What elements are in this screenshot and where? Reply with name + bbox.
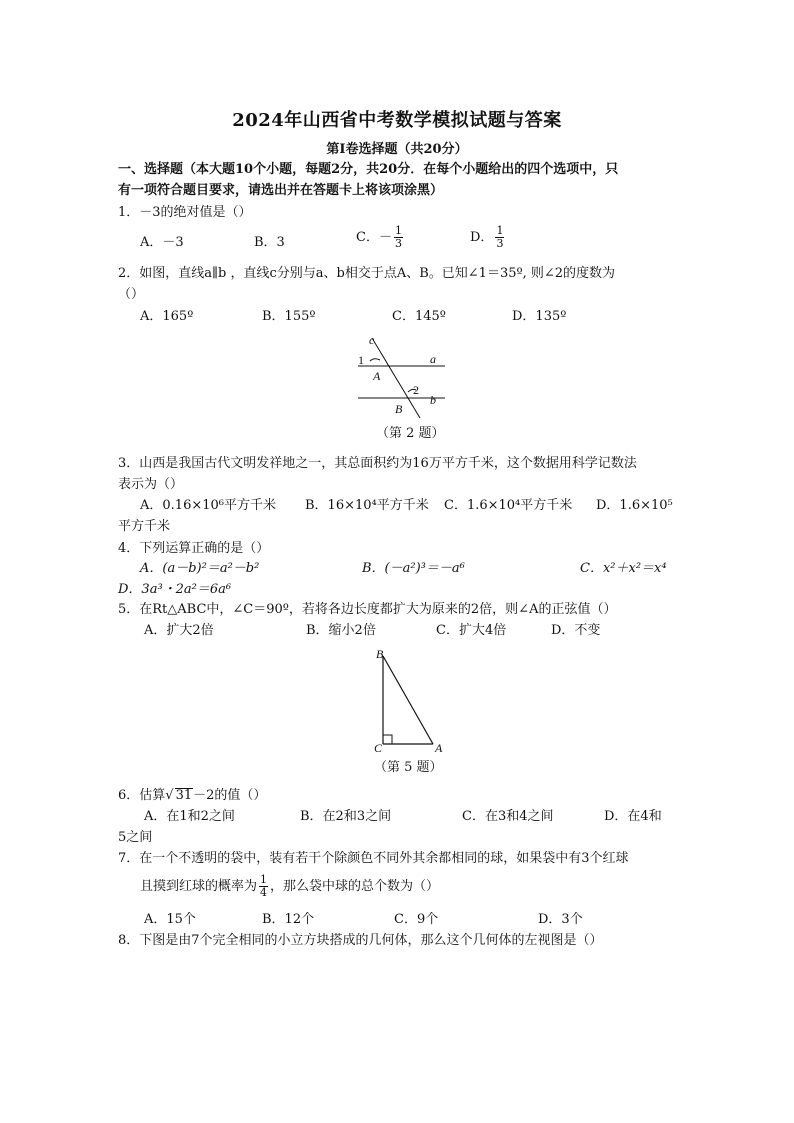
label-2: 2 xyxy=(413,383,419,397)
q2-diagram xyxy=(350,330,450,420)
q7-stem-line-1: 7．在一个不透明的袋中，装有若干个除颜色不同外其余都相同的球，如果袋中有3个红球 xyxy=(118,851,629,866)
angle-1-arc xyxy=(370,359,380,361)
q6-option-a: A．在1和2之间 xyxy=(144,809,235,824)
q8-stem: 8．下图是由7个完全相同的小立方块搭成的几何体，那么这个几何体的左视图是（） xyxy=(118,933,603,948)
q2-option-d: D．135º xyxy=(512,309,567,324)
q4-option-c: C．x²＋x²＝x⁴ xyxy=(580,561,667,576)
q1-stem: 1．－3的绝对值是（） xyxy=(118,205,252,220)
q1-option-d xyxy=(470,225,506,250)
label-B: B xyxy=(376,647,384,661)
part-heading-line-1: 一、选择题（本大题10个小题，每题2分，共20分．在每个小题给出的四个选项中，只 xyxy=(118,162,619,177)
label-B: B xyxy=(395,402,403,416)
q1-option-c-prefix: C．－ xyxy=(356,230,392,245)
q2-option-c: C．145º xyxy=(392,309,446,324)
q3-stem-line-1: 3．山西是我国古代文明发祥地之一，其总面积约为16万平方千米，这个数据用科学记数法 xyxy=(118,456,637,471)
q4-stem: 4．下列运算正确的是（） xyxy=(118,541,270,556)
q2-option-b: B．155º xyxy=(262,309,316,324)
q4-option-d: D．3a³・2a²＝6a⁶ xyxy=(118,582,232,597)
q1-option-a: A．－3 xyxy=(140,235,184,250)
q3-option-b: B．16×10⁴平方千米 xyxy=(305,498,429,513)
q5-diagram xyxy=(370,646,450,756)
page-title: 2024年山西省中考数学模拟试题与答案 xyxy=(232,110,562,131)
label-b: b xyxy=(430,393,436,407)
q2-caption: （第 2 题） xyxy=(376,426,445,441)
label-c: c xyxy=(369,333,375,347)
q6-option-d: D．在4和 xyxy=(604,809,662,824)
q7-stem-suffix: ，那么袋中球的总个数为（） xyxy=(270,879,440,894)
q2-stem-line-2: （） xyxy=(118,287,145,302)
label-C: C xyxy=(374,741,383,755)
q6-radicand: 31 xyxy=(175,788,193,803)
label-a: a xyxy=(430,352,436,366)
q6-option-c: C．在3和4之间 xyxy=(462,809,554,824)
q7-probability-fraction: $\frac{1}{4}$ xyxy=(260,873,268,899)
section-heading: 第Ⅰ卷选择题（共20分） xyxy=(326,142,468,157)
q3-option-d-continued: 平方千米 xyxy=(118,519,171,534)
q5-option-c: C．扩大4倍 xyxy=(436,623,507,638)
q3-option-a: A．0.16×10⁶平方千米 xyxy=(140,498,276,513)
q5-option-a: A．扩大2倍 xyxy=(144,623,214,638)
right-angle-mark xyxy=(383,735,392,744)
q5-stem: 5．在Rt△ABC中，∠C＝90º，若将各边长度都扩大为原来的2倍，则∠A的正弦值（） xyxy=(118,602,617,617)
q6-stem: 6．估算√ 31－2的值（） xyxy=(118,788,267,803)
q6-option-d-continued: 5之间 xyxy=(118,830,153,845)
q1-option-d-fraction: $\frac{1}{3}$ xyxy=(496,224,504,250)
q6-option-b: B．在2和3之间 xyxy=(300,809,392,824)
q7-option-d: D．3个 xyxy=(538,912,583,927)
q7-option-c: C．9个 xyxy=(394,912,439,927)
q4-option-a: A．(a－b)²＝a²－b² xyxy=(140,561,260,576)
q1-option-c-fraction: $\frac{1}{3}$ xyxy=(394,224,402,250)
q5-option-d: D．不变 xyxy=(551,623,601,638)
q6-stem-prefix: 6．估算 xyxy=(118,788,166,803)
label-A: A xyxy=(373,369,381,383)
label-A: A xyxy=(435,741,443,755)
q3-stem-line-2: 表示为（） xyxy=(118,477,184,492)
q5-option-b: B．缩小2倍 xyxy=(306,623,376,638)
q2-option-a: A．165º xyxy=(140,309,194,324)
q7-option-b: B．12个 xyxy=(262,912,315,927)
q1-option-b: B．3 xyxy=(254,235,285,250)
q6-stem-suffix: －2的值（） xyxy=(193,788,267,803)
q2-stem-line-1: 2．如图，直线a∥b ，直线c分别与a、b相交于点A、B。已知∠1＝35º, 则∠2的度数为 xyxy=(118,266,616,281)
q1-option-d-prefix: D． xyxy=(470,230,494,245)
side-ab xyxy=(383,656,433,744)
q3-option-d: D．1.6×10⁵ xyxy=(596,498,673,513)
part-heading-line-2: 有一项符合题目要求，请选出并在答题卡上将该项涂黑） xyxy=(118,183,444,198)
q7-stem-prefix: 且摸到红球的概率为 xyxy=(140,879,258,894)
q4-option-b: B．(－a²)³＝－a⁶ xyxy=(362,561,465,576)
q3-option-c: C．1.6×10⁴平方千米 xyxy=(444,498,573,513)
q7-stem-line-2 xyxy=(140,874,439,899)
q1-option-c xyxy=(356,225,405,250)
q5-caption: （第 5 题） xyxy=(374,760,443,775)
label-1: 1 xyxy=(358,353,364,367)
q7-option-a: A．15个 xyxy=(144,912,196,927)
